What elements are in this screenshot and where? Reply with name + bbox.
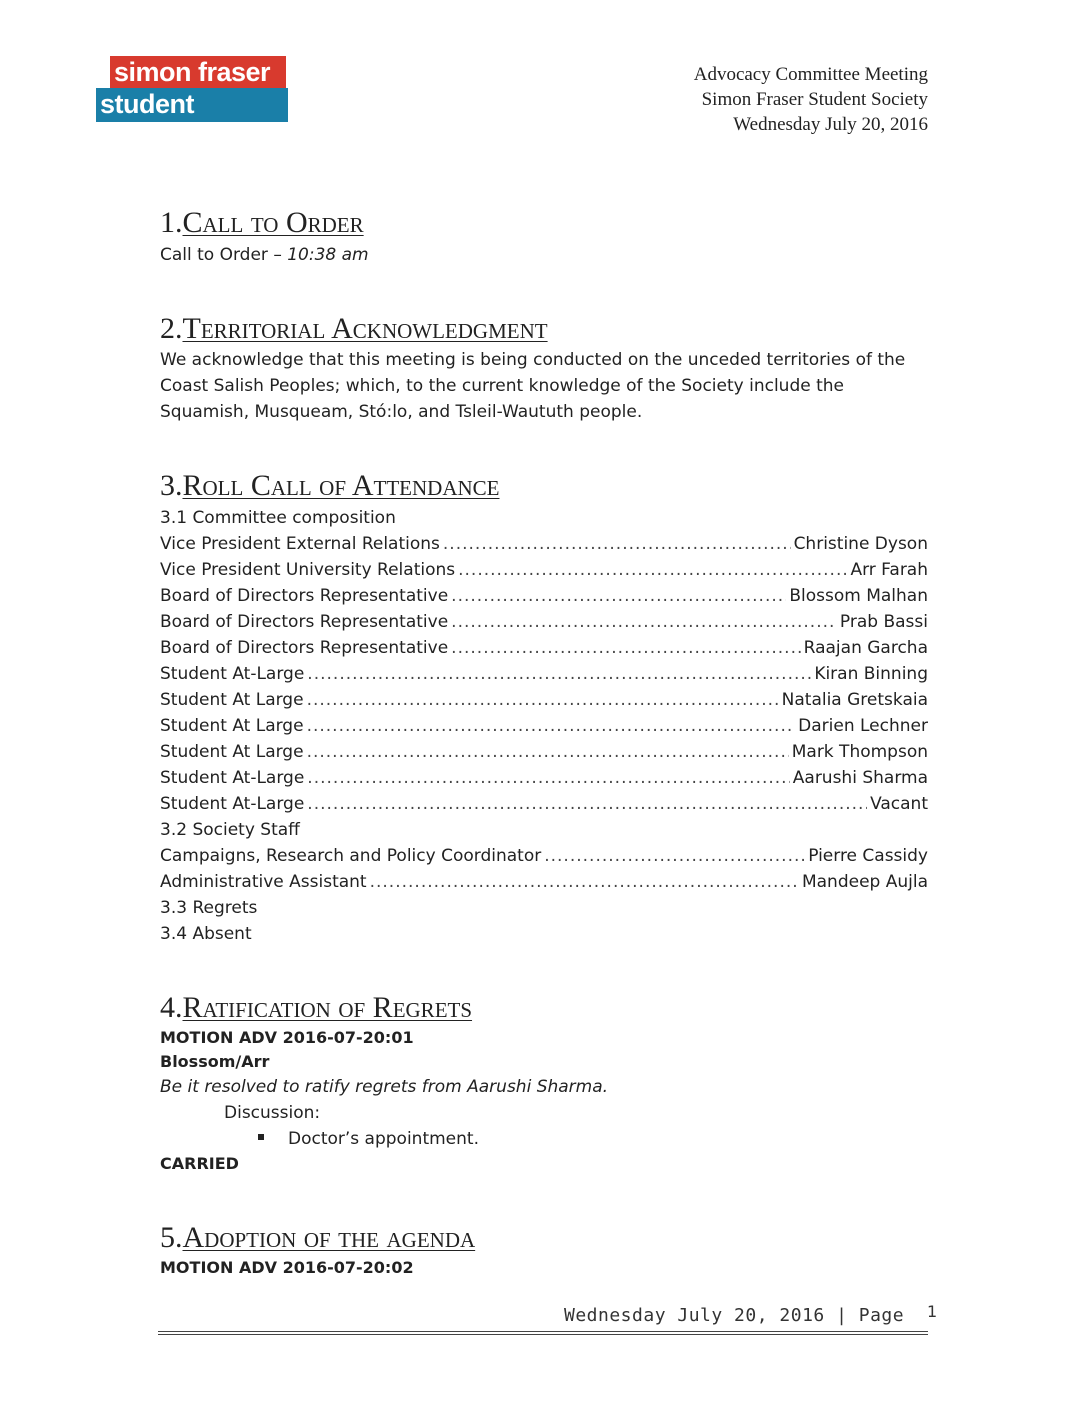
attendance-row (160, 557, 928, 583)
bullet-square-icon (258, 1134, 264, 1140)
subsection-regrets: 3.3 Regrets (160, 898, 258, 918)
section-heading-territorial-acknowledgment (160, 311, 548, 347)
attendance-row (160, 739, 928, 765)
header-organization: Simon Fraser Student Society (701, 89, 928, 110)
attendance-row (160, 609, 928, 635)
header-date: Wednesday July 20, 2016 (733, 114, 928, 135)
page-footer: Wednesday July 20, 2016 | Page (564, 1305, 905, 1326)
dot-leader (451, 635, 800, 661)
attendance-role: Administrative Assistant (160, 872, 367, 892)
attendance-row (160, 791, 928, 817)
attendance-role: Vice President University Relations (160, 560, 456, 580)
header-meeting-name: Advocacy Committee Meeting (693, 64, 928, 85)
section-heading-ratification-of-regrets (160, 990, 472, 1026)
attendance-name: Darien Lechner (798, 716, 928, 736)
motion-result: CARRIED (160, 1154, 239, 1173)
attendance-name: Pierre Cassidy (808, 846, 928, 866)
page-number: 1 (927, 1302, 938, 1321)
discussion-item-text: Doctor’s appointment. (288, 1129, 479, 1149)
discussion-item (258, 1126, 479, 1152)
attendance-role: Student At Large (160, 690, 304, 710)
attendance-name: Vacant (870, 794, 928, 814)
attendance-row (160, 869, 928, 895)
section-number: 5. (160, 1221, 183, 1254)
attendance-role: Student At Large (160, 716, 304, 736)
attendance-role: Student At-Large (160, 664, 305, 684)
discussion-label: Discussion: (224, 1103, 321, 1123)
section-title: Ratification of Regrets (182, 991, 473, 1024)
section-title: Territorial Acknowledgment (182, 312, 548, 345)
attendance-name: Prab Bassi (839, 612, 928, 632)
section-number: 1. (160, 206, 183, 239)
section-title: Roll Call of Attendance (182, 469, 500, 502)
attendance-role: Campaigns, Research and Policy Coordinator (160, 846, 542, 866)
attendance-name: Natalia Gretskaia (781, 690, 928, 710)
motion-resolution: Be it resolved to ratify regrets from Aarushi Sharma. (160, 1077, 609, 1097)
attendance-row (160, 713, 928, 739)
attendance-name: Aarushi Sharma (792, 768, 928, 788)
attendance-row (160, 635, 928, 661)
attendance-role: Board of Directors Representative (160, 638, 449, 658)
footer-rule (158, 1331, 928, 1332)
attendance-name: Blossom Malhan (789, 586, 928, 606)
call-to-order-time: 10:38 am (287, 245, 369, 265)
attendance-name: Raajan Garcha (803, 638, 928, 658)
logo-line-2: student society (96, 88, 288, 122)
dot-leader (451, 583, 786, 609)
dot-leader (307, 713, 796, 739)
section-title: Call to Order (182, 206, 364, 239)
section-number: 4. (160, 991, 183, 1024)
dot-leader (307, 739, 789, 765)
acknowledgment-line: Squamish, Musqueam, Stó:lo, and Tsleil-Waututh people. (160, 402, 643, 422)
footer-rule (158, 1334, 928, 1335)
subsection-committee-composition: 3.1 Committee composition (160, 508, 396, 528)
section-heading-roll-call (160, 468, 500, 504)
attendance-role: Board of Directors Representative (160, 612, 449, 632)
attendance-row (160, 843, 928, 869)
attendance-row (160, 687, 928, 713)
section-heading-call-to-order (160, 205, 364, 241)
attendance-row (160, 583, 928, 609)
dot-leader (307, 765, 789, 791)
section-title: Adoption of the agenda (182, 1221, 476, 1254)
attendance-name: Mark Thompson (791, 742, 928, 762)
logo (96, 56, 288, 152)
logo-line-1: simon fraser (110, 56, 286, 88)
attendance-row (160, 661, 928, 687)
subsection-society-staff: 3.2 Society Staff (160, 820, 300, 840)
motion-movers: Blossom/Arr (160, 1052, 270, 1071)
dot-leader (370, 869, 799, 895)
dot-leader (307, 791, 867, 817)
call-to-order-label: Call to Order – (160, 245, 288, 265)
motion-number: MOTION ADV 2016-07-20:02 (160, 1258, 414, 1277)
section-number: 2. (160, 312, 183, 345)
motion-number: MOTION ADV 2016-07-20:01 (160, 1028, 414, 1047)
attendance-role: Student At-Large (160, 768, 305, 788)
attendance-role: Student At Large (160, 742, 304, 762)
section-number: 3. (160, 469, 183, 502)
subsection-absent: 3.4 Absent (160, 924, 252, 944)
attendance-name: Arr Farah (850, 560, 928, 580)
attendance-role: Student At-Large (160, 794, 305, 814)
attendance-name: Christine Dyson (793, 534, 928, 554)
dot-leader (307, 661, 811, 687)
attendance-role: Board of Directors Representative (160, 586, 449, 606)
attendance-row (160, 765, 928, 791)
dot-leader (458, 557, 847, 583)
dot-leader (544, 843, 805, 869)
dot-leader (451, 609, 837, 635)
call-to-order-text (160, 242, 369, 268)
attendance-name: Kiran Binning (814, 664, 928, 684)
acknowledgment-line: Coast Salish Peoples; which, to the current knowledge of the Society include the (160, 376, 844, 396)
attendance-role: Vice President External Relations (160, 534, 440, 554)
attendance-row (160, 531, 928, 557)
acknowledgment-line: We acknowledge that this meeting is being conducted on the unceded territories of the (160, 350, 906, 370)
section-heading-adoption-of-agenda (160, 1220, 475, 1256)
document-header (694, 62, 928, 137)
attendance-name: Mandeep Aujla (801, 872, 928, 892)
dot-leader (307, 687, 779, 713)
dot-leader (443, 531, 791, 557)
